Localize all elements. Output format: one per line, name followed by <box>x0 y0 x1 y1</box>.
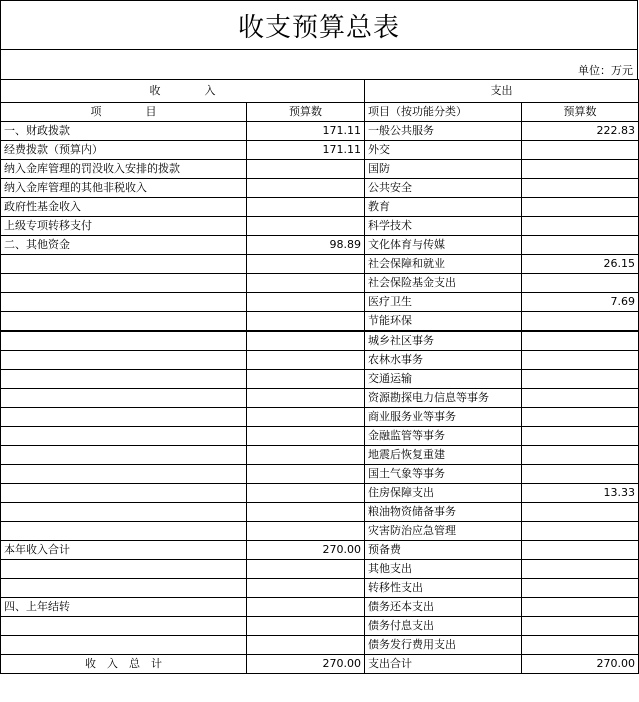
expense-value <box>522 389 639 408</box>
income-label <box>1 312 247 332</box>
expense-value: 222.83 <box>522 122 639 141</box>
expense-value <box>522 198 639 217</box>
table-row-subtotal <box>1 541 639 560</box>
unit-label: 单位：万元 <box>578 64 633 77</box>
expense-label: 国防 <box>365 160 522 179</box>
income-value <box>247 446 365 465</box>
expense-value <box>522 160 639 179</box>
expense-label: 债务发行费用支出 <box>365 636 522 655</box>
expense-label: 住房保障支出 <box>365 484 522 503</box>
income-label: 纳入金库管理的罚没收入安排的拨款 <box>1 160 247 179</box>
income-label: 纳入金库管理的其他非税收入 <box>1 179 247 198</box>
expense-label: 医疗卫生 <box>365 293 522 312</box>
col-header-expense-item: 项目（按功能分类） <box>365 103 522 122</box>
income-value <box>247 427 365 446</box>
expense-label: 资源勘探电力信息等事务 <box>365 389 522 408</box>
income-label <box>1 579 247 598</box>
income-label: 政府性基金收入 <box>1 198 247 217</box>
expense-label: 其他支出 <box>365 560 522 579</box>
table-row <box>1 198 639 217</box>
income-value <box>247 522 365 541</box>
expense-label: 商业服务业等事务 <box>365 408 522 427</box>
income-label <box>1 636 247 655</box>
expense-value <box>522 427 639 446</box>
income-value: 171.11 <box>247 122 365 141</box>
expense-value <box>522 351 639 370</box>
income-label: 二、其他资金 <box>1 236 247 255</box>
expense-value <box>522 560 639 579</box>
sheet-title: 收支预算总表 <box>0 0 638 49</box>
table-row <box>1 351 639 370</box>
expense-value <box>522 636 639 655</box>
expense-value: 7.69 <box>522 293 639 312</box>
income-value <box>247 636 365 655</box>
expense-label: 转移性支出 <box>365 579 522 598</box>
expense-label: 公共安全 <box>365 179 522 198</box>
expense-value <box>522 370 639 389</box>
table-row <box>1 617 639 636</box>
income-label: 四、上年结转 <box>1 598 247 617</box>
income-value <box>247 370 365 389</box>
income-label <box>1 427 247 446</box>
expense-label: 外交 <box>365 141 522 160</box>
expense-label: 交通运输 <box>365 370 522 389</box>
expense-value <box>522 522 639 541</box>
income-value <box>247 198 365 217</box>
income-label: 本年收入合计 <box>1 541 247 560</box>
income-label <box>1 351 247 370</box>
income-value <box>247 312 365 332</box>
income-value <box>247 274 365 293</box>
income-label <box>1 446 247 465</box>
income-value <box>247 331 365 351</box>
expense-value <box>522 408 639 427</box>
table-row <box>1 179 639 198</box>
table-row <box>1 560 639 579</box>
expense-value <box>522 446 639 465</box>
income-value <box>247 579 365 598</box>
income-label: 经费拨款（预算内） <box>1 141 247 160</box>
expense-value <box>522 217 639 236</box>
income-value <box>247 293 365 312</box>
table-row <box>1 236 639 255</box>
table-row <box>1 427 639 446</box>
income-label <box>1 484 247 503</box>
expense-label: 社会保障和就业 <box>365 255 522 274</box>
expense-value <box>522 598 639 617</box>
income-label <box>1 560 247 579</box>
expense-label: 灾害防治应急管理 <box>365 522 522 541</box>
table-row <box>1 274 639 293</box>
income-label: 一、财政拨款 <box>1 122 247 141</box>
expense-label: 城乡社区事务 <box>365 331 522 351</box>
income-value: 98.89 <box>247 236 365 255</box>
table-row <box>1 579 639 598</box>
col-header-budget-left: 预算数 <box>247 103 365 122</box>
expense-label: 一般公共服务 <box>365 122 522 141</box>
table-row <box>1 255 639 274</box>
income-value <box>247 617 365 636</box>
income-value <box>247 217 365 236</box>
expense-value <box>522 274 639 293</box>
expense-value: 26.15 <box>522 255 639 274</box>
expense-label: 教育 <box>365 198 522 217</box>
expense-value <box>522 179 639 198</box>
table-row <box>1 160 639 179</box>
expense-label: 农林水事务 <box>365 351 522 370</box>
table-row <box>1 446 639 465</box>
expense-value <box>522 331 639 351</box>
expense-label: 社会保险基金支出 <box>365 274 522 293</box>
unit-row <box>0 49 638 79</box>
col-header-item: 项 目 <box>1 103 247 122</box>
expense-section-header: 支出 <box>365 80 639 103</box>
table-row <box>1 503 639 522</box>
income-label <box>1 408 247 427</box>
table-row <box>1 122 639 141</box>
expense-value <box>522 141 639 160</box>
table-row <box>1 389 639 408</box>
section-header-row <box>1 80 639 103</box>
table-row-grand-total <box>1 655 639 674</box>
expense-label: 粮油物资储备事务 <box>365 503 522 522</box>
income-value <box>247 465 365 484</box>
expense-label: 节能环保 <box>365 312 522 332</box>
expense-value <box>522 465 639 484</box>
table-row <box>1 636 639 655</box>
income-label <box>1 331 247 351</box>
income-label <box>1 274 247 293</box>
income-value <box>247 255 365 274</box>
table-row <box>1 331 639 351</box>
column-header-row <box>1 103 639 122</box>
expense-value <box>522 541 639 560</box>
income-value: 171.11 <box>247 141 365 160</box>
col-header-budget-right: 预算数 <box>522 103 639 122</box>
income-label <box>1 389 247 408</box>
expense-label: 预备费 <box>365 541 522 560</box>
expense-label: 债务还本支出 <box>365 598 522 617</box>
income-total-label: 收 入 总 计 <box>1 655 247 674</box>
income-value <box>247 503 365 522</box>
expense-label: 金融监管等事务 <box>365 427 522 446</box>
income-value <box>247 160 365 179</box>
income-value <box>247 408 365 427</box>
expense-value <box>522 503 639 522</box>
income-label <box>1 255 247 274</box>
table-row <box>1 408 639 427</box>
income-value <box>247 598 365 617</box>
income-section-header: 收 入 <box>1 80 365 103</box>
income-value: 270.00 <box>247 541 365 560</box>
expense-label: 债务付息支出 <box>365 617 522 636</box>
expense-label: 国土气象等事务 <box>365 465 522 484</box>
income-label <box>1 465 247 484</box>
budget-table <box>0 79 639 674</box>
expense-total-value: 270.00 <box>522 655 639 674</box>
income-total-value: 270.00 <box>247 655 365 674</box>
income-value <box>247 179 365 198</box>
expense-value: 13.33 <box>522 484 639 503</box>
expense-label: 地震后恢复重建 <box>365 446 522 465</box>
expense-value <box>522 236 639 255</box>
expense-label: 科学技术 <box>365 217 522 236</box>
table-row <box>1 465 639 484</box>
income-label <box>1 522 247 541</box>
expense-value <box>522 617 639 636</box>
income-value <box>247 351 365 370</box>
income-label: 上级专项转移支付 <box>1 217 247 236</box>
table-row <box>1 484 639 503</box>
table-row <box>1 598 639 617</box>
table-row <box>1 141 639 160</box>
expense-value <box>522 579 639 598</box>
table-row <box>1 312 639 332</box>
expense-total-label: 支出合计 <box>365 655 522 674</box>
table-row <box>1 217 639 236</box>
income-value <box>247 560 365 579</box>
income-value <box>247 484 365 503</box>
income-label <box>1 503 247 522</box>
income-label <box>1 617 247 636</box>
income-value <box>247 389 365 408</box>
income-label <box>1 293 247 312</box>
income-label <box>1 370 247 389</box>
expense-value <box>522 312 639 332</box>
table-row <box>1 522 639 541</box>
table-row <box>1 293 639 312</box>
expense-label: 文化体育与传媒 <box>365 236 522 255</box>
table-row <box>1 370 639 389</box>
